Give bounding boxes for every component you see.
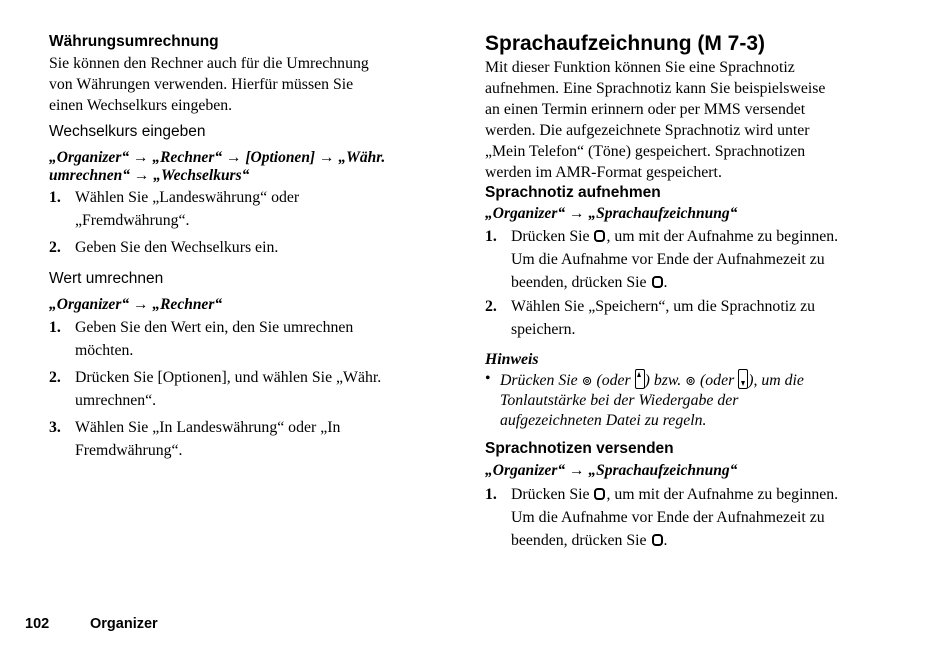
step-number: 2. <box>49 239 61 256</box>
step-1-wechselkurs <box>49 186 459 232</box>
step-2-aufnehmen <box>485 295 905 341</box>
step-2-wechselkurs <box>49 236 459 259</box>
note-text: aufgezeichneten Datei zu regeln. <box>500 412 707 429</box>
step-text: Wählen Sie „Speichern“, um die Sprachnotiz zu <box>511 298 815 315</box>
step-text: speichern. <box>511 321 576 338</box>
step-number: 1. <box>485 228 497 245</box>
step-text: Um die Aufnahme vor Ende der Aufnahmezeit zu <box>511 509 825 526</box>
step-text: möchten. <box>75 342 134 359</box>
paragraph-line: werden im AMR-Format gespeichert. <box>485 164 722 181</box>
footer-section: Organizer <box>90 616 158 632</box>
path-line: „Organizer“ → „Rechner“ → [Optionen] → „Währ. <box>49 149 386 166</box>
heading-waehrungsumrechnung: Währungsumrechnung <box>49 33 219 50</box>
side-key-up-icon <box>635 369 645 389</box>
note-text: ), um die <box>748 372 804 389</box>
o-key-icon <box>594 230 605 242</box>
step-text: Drücken Sie <box>511 486 590 503</box>
note-bullet <box>485 369 905 431</box>
menu-path-rechner: „Organizer“ → „Rechner“ <box>49 296 223 313</box>
step-text: Wählen Sie „Landeswährung“ oder <box>75 189 300 206</box>
step-number: 3. <box>49 419 61 436</box>
heading-wert-umrechnen: Wert umrechnen <box>49 270 164 287</box>
menu-path-aufnehmen: „Organizer“ → „Sprachaufzeichnung“ <box>485 205 738 222</box>
step-text: Wählen Sie „In Landeswährung“ oder „In <box>75 419 341 436</box>
menu-path-wechselkurs <box>49 149 385 185</box>
step-text: Drücken Sie <box>511 228 590 245</box>
step-number: 1. <box>49 319 61 336</box>
paragraph-line: werden. Die aufgezeichnete Sprachnotiz wird unter <box>485 122 810 139</box>
step-number: 1. <box>49 189 61 206</box>
o-key-icon <box>652 276 663 288</box>
step-text: „Fremdwährung“. <box>75 212 190 229</box>
o-key-icon <box>594 488 605 500</box>
note-text: ) bzw. <box>644 372 682 389</box>
side-key-down-icon <box>738 369 748 389</box>
bullet: • <box>485 370 491 387</box>
note-text: Drücken Sie <box>500 372 578 389</box>
note-text: (oder <box>700 372 735 389</box>
step-text: Geben Sie den Wert ein, den Sie umrechnen <box>75 319 354 336</box>
paragraph-line: Sie können den Rechner auch für die Umrechnung <box>49 55 369 72</box>
note-text: Tonlautstärke bei der Wiedergabe der <box>500 392 739 409</box>
step-text: . <box>663 274 668 291</box>
path-line: umrechnen“ → „Wechselkurs“ <box>49 167 250 184</box>
step-number: 2. <box>485 298 497 315</box>
heading-wechselkurs-eingeben: Wechselkurs eingeben <box>49 123 206 140</box>
page-number: 102 <box>25 616 50 632</box>
step-text: , um mit der Aufnahme zu beginnen. <box>606 228 839 245</box>
step-text: Um die Aufnahme vor Ende der Aufnahmezeit zu <box>511 251 825 268</box>
paragraph-waehrung <box>49 53 369 116</box>
intro-paragraph <box>485 57 825 183</box>
paragraph-line: an einen Termin erinnern oder per MMS versendet <box>485 101 806 118</box>
heading-sprachnotizen-versenden: Sprachnotizen versenden <box>485 440 674 457</box>
note-text: (oder <box>596 372 631 389</box>
nav-down-icon: ⊚ <box>685 373 697 388</box>
note-title: Hinweis <box>485 351 539 368</box>
heading-sprachnotiz-aufnehmen: Sprachnotiz aufnehmen <box>485 184 661 201</box>
paragraph-line: Mit dieser Funktion können Sie eine Sprachnotiz <box>485 59 795 76</box>
step-text: . <box>663 532 668 549</box>
step-1-versenden <box>485 483 905 552</box>
step-text: umrechnen“. <box>75 392 157 409</box>
step-1-wert <box>49 316 459 362</box>
step-text: Fremdwährung“. <box>75 442 183 459</box>
paragraph-line: aufnehmen. Eine Sprachnotiz kann Sie beispielsweise <box>485 80 826 97</box>
step-1-aufnehmen <box>485 225 905 294</box>
paragraph-line: von Währungen verwenden. Hierfür müssen Sie <box>49 76 354 93</box>
step-text: beenden, drücken Sie <box>511 532 647 549</box>
step-text: Geben Sie den Wechselkurs ein. <box>75 239 279 256</box>
step-number: 2. <box>49 369 61 386</box>
paragraph-line: „Mein Telefon“ (Töne) gespeichert. Sprachnotizen <box>485 143 806 160</box>
step-text: Drücken Sie [Optionen], und wählen Sie „Währ. <box>75 369 382 386</box>
page-title: Sprachaufzeichnung (M 7-3) <box>485 32 766 55</box>
step-3-wert <box>49 416 459 462</box>
o-key-icon <box>652 534 663 546</box>
step-number: 1. <box>485 486 497 503</box>
step-text: beenden, drücken Sie <box>511 274 647 291</box>
step-2-wert <box>49 366 459 412</box>
paragraph-line: einen Wechselkurs eingeben. <box>49 97 233 114</box>
nav-up-icon: ⊚ <box>581 373 593 388</box>
step-text: , um mit der Aufnahme zu beginnen. <box>606 486 839 503</box>
menu-path-versenden: „Organizer“ → „Sprachaufzeichnung“ <box>485 462 738 479</box>
